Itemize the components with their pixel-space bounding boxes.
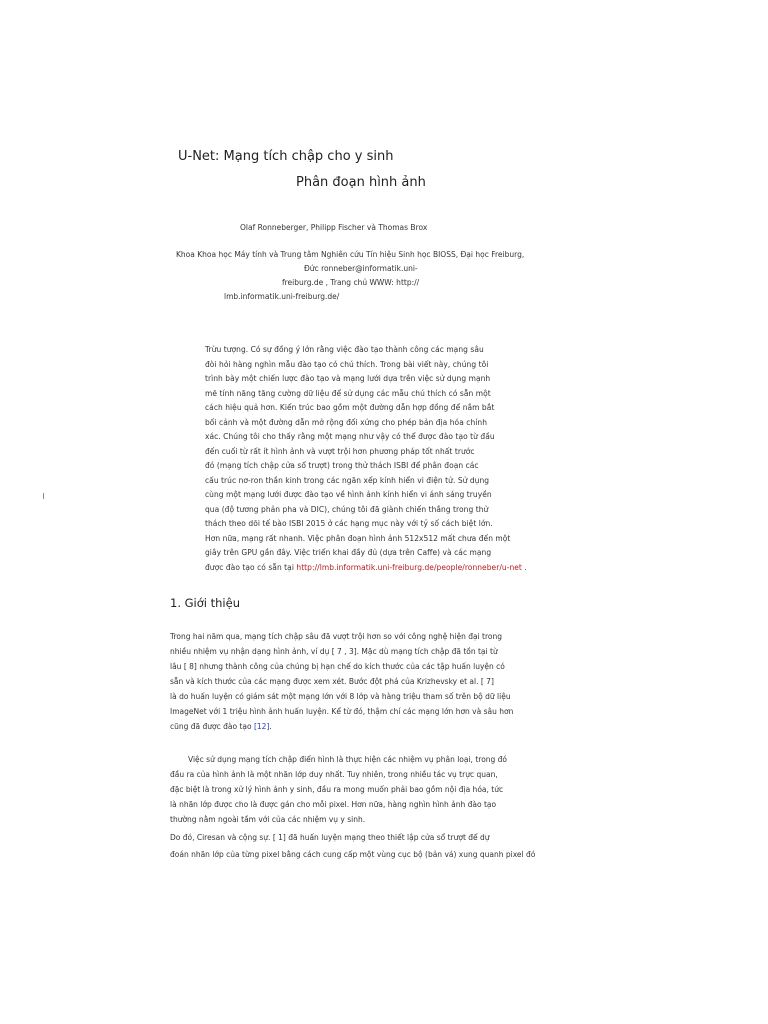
abstract-line: Trừu tượng. Có sự đồng ý lớn rằng việc đào tạo thành công các mạng sâu	[205, 345, 484, 354]
citation-link[interactable]: [12]	[253, 722, 270, 731]
abstract-last-suffix: .	[521, 562, 527, 572]
code-link[interactable]: http://lmb.informatik.uni-freiburg.de/people/ronneber/u-net	[296, 562, 522, 572]
affiliation-line1: Khoa Khoa học Máy tính và Trung tâm Nghiên cứu Tín hiệu Sinh học BIOSS, Đại học Freiburg,	[176, 250, 525, 259]
abstract-line: qua (độ tương phản pha và DIC), chúng tôi đã giành chiến thắng trong thử	[205, 504, 489, 514]
section-heading: 1. Giới thiệu	[170, 596, 240, 610]
abstract-last-line	[205, 563, 527, 572]
paper-title-line1: U-Net: Mạng tích chập cho y sinh	[178, 149, 394, 164]
abstract-line: cùng một mạng lưới được đào tạo về hình ảnh kính hiển vi ánh sáng truyền	[205, 490, 492, 499]
abstract-line: Hơn nữa, mạng rất nhanh. Việc phân đoạn hình ảnh 512x512 mất chưa đến một	[205, 533, 511, 543]
body-line: Việc sử dụng mạng tích chập điển hình là thực hiện các nhiệm vụ phân loại, trong đó	[188, 755, 508, 764]
abstract-line: mẽ tính năng tăng cường dữ liệu để sử dụng các mẫu chú thích có sẵn một	[205, 388, 491, 398]
body-line: lâu [ 8] nhưng thành công của chúng bị hạn chế do kích thước của các tập huấn luyện có	[170, 662, 505, 671]
body-line: ImageNet với 1 triệu hình ảnh huấn luyện. Kể từ đó, thậm chí các mạng lớn hơn và sâu hơn	[170, 707, 514, 716]
body-line: sẵn và kích thước của các mạng được xem xét. Bước đột phá của Krizhevsky et al. [ 7]	[170, 677, 494, 686]
affiliation-line2: Đức ronneber@informatik.uni-	[304, 264, 418, 273]
abstract-line: đó (mạng tích chập cửa sổ trượt) trong thử thách ISBI để phân đoạn các	[205, 461, 479, 470]
body-line: đặc biệt là trong xử lý hình ảnh y sinh, đầu ra mong muốn phải bao gồm nội địa hóa, tức	[170, 785, 504, 794]
body-line: đầu ra của hình ảnh là một nhãn lớp duy nhất. Tuy nhiên, trong nhiều tác vụ trực quan,	[170, 770, 498, 779]
body-line: là nhãn lớp được cho là được gán cho mỗi pixel. Hơn nữa, hàng nghìn hình ảnh đào tạo	[170, 800, 497, 809]
paper-title-line2: Phân đoạn hình ảnh	[296, 175, 426, 190]
abstract-line: cách hiệu quả hơn. Kiến trúc bao gồm một đường dẫn hợp đồng để nắm bắt	[205, 403, 495, 412]
body-line: đoán nhãn lớp của từng pixel bằng cách cung cấp một vùng cục bộ (bản vá) xung quanh pixel đó	[170, 850, 536, 859]
margin-mark	[43, 493, 44, 499]
abstract-line: bối cảnh và một đường dẫn mở rộng đối xứng cho phép bản địa hóa chính	[205, 417, 487, 427]
author-list: Olaf Ronneberger, Philipp Fischer và Thomas Brox	[240, 223, 428, 232]
abstract-line: đến cuối từ rất ít hình ảnh và vượt trội hơn phương pháp tốt nhất trước	[205, 446, 475, 456]
abstract-line: cấu trúc nơ-ron thần kinh trong các ngăn xếp kính hiển vi điện tử. Sử dụng	[205, 475, 490, 485]
body-text: .	[269, 722, 272, 731]
body-line-last	[170, 722, 272, 731]
abstract-line: giây trên GPU gần đây. Việc triển khai đầy đủ (dựa trên Caffe) và các mạng	[205, 548, 492, 557]
body-line: Trong hai năm qua, mạng tích chập sâu đã vượt trội hơn so với công nghệ hiện đại trong	[170, 632, 502, 641]
abstract-last-text: được đào tạo có sẵn tại	[205, 562, 297, 572]
affiliation-line4: lmb.informatik.uni-freiburg.de/	[224, 292, 340, 301]
body-line: là do huấn luyện có giám sát một mạng lớn với 8 lớp và hàng triệu tham số trên bộ dữ liệu	[170, 692, 511, 701]
body-text: cũng đã được đào tạo	[170, 722, 254, 731]
affiliation-line3: freiburg.de , Trang chủ WWW: http://	[282, 278, 420, 287]
body-line: nhiều nhiệm vụ nhận dạng hình ảnh, ví dụ [ 7 , 3]. Mặc dù mạng tích chập đã tồn tại từ	[170, 647, 498, 656]
abstract-line: xác. Chúng tôi cho thấy rằng một mạng như vậy có thể được đào tạo từ đầu	[205, 432, 495, 441]
body-line: thường nằm ngoài tầm với của các nhiệm vụ y sinh.	[170, 815, 366, 824]
body-line: Do đó, Ciresan và cộng sự. [ 1] đã huấn luyện mạng theo thiết lập cửa sổ trượt để dự	[170, 833, 490, 842]
abstract-line: trình bày một chiến lược đào tạo và mạng lưới dựa trên việc sử dụng mạnh	[205, 374, 491, 383]
abstract-line: đòi hỏi hàng nghìn mẫu đào tạo có chú thích. Trong bài viết này, chúng tôi	[205, 359, 489, 369]
abstract-line: thách theo dõi tế bào ISBI 2015 ở các hạng mục này với tỷ số cách biệt lớn.	[205, 519, 493, 528]
